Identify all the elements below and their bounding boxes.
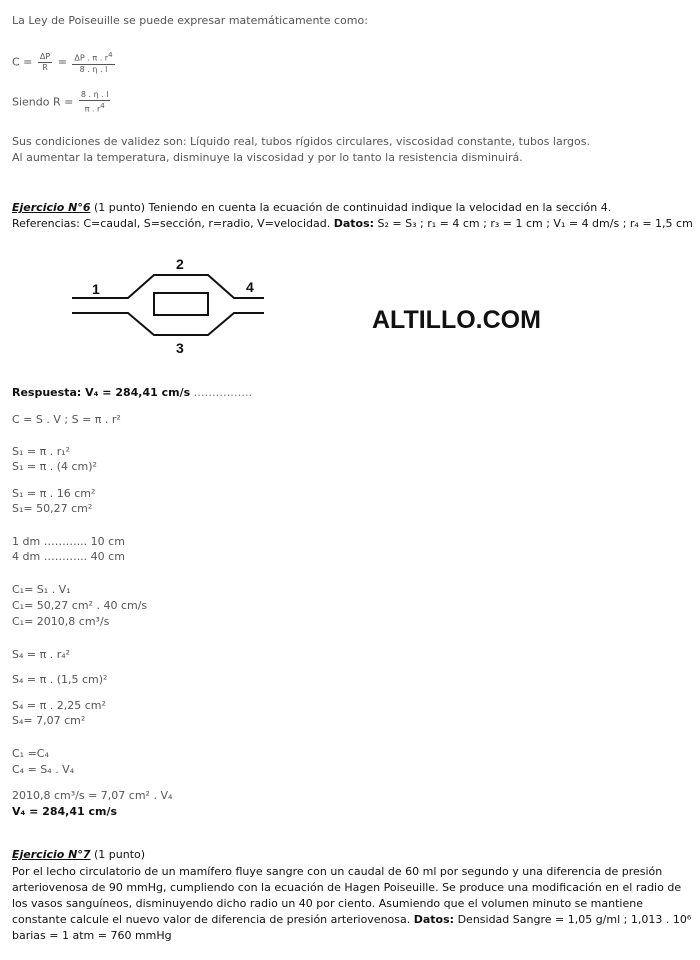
formula-c-equals: =: [57, 55, 67, 69]
datos-label: Datos:: [333, 217, 375, 230]
exercise-6-statement: (1 punto) Teniendo en cuenta la ecuación de continuidad indique la velocidad en la sección 4.: [90, 201, 612, 214]
r-den-exp: 4: [100, 102, 105, 110]
frac1-denominator: R: [42, 62, 48, 72]
tube-diagram: [60, 250, 270, 360]
r-numerator: 8 . η . l: [80, 90, 109, 99]
answer-label: Respuesta:: [12, 386, 82, 399]
step-line: C₁= S₁ . V₁: [12, 583, 71, 596]
exercise-7-title: Ejercicio N°7: [12, 848, 91, 861]
answer-dots: …………….: [190, 386, 253, 399]
step-line: C = S . V ; S = π . r²: [12, 413, 121, 426]
step-line: S₁ = π . 16 cm²: [12, 487, 96, 500]
exercise-7-datos-label: Datos:: [413, 913, 455, 926]
conditions-line-1: Sus condiciones de validez son: Líquido real, tubos rígidos circulares, viscosidad constante, tubos largos.: [12, 135, 590, 148]
frac2-num-exp: 4: [108, 51, 113, 59]
answer-value: V₄ = 284,41 cm/s: [81, 386, 191, 399]
step-line: S₄= 7,07 cm²: [12, 714, 86, 727]
step-line: 4 dm ………... 40 cm: [12, 550, 125, 563]
exercise-6-references: [12, 217, 693, 230]
frac2-numerator: [72, 50, 114, 65]
formula-caudal: [12, 50, 117, 75]
formula-c-lhs: C =: [12, 55, 33, 69]
r-denominator: [79, 101, 111, 115]
altillo-watermark: ALTILLO.COM: [372, 306, 541, 334]
section-label-3: 3: [176, 340, 184, 356]
section-label-2: 2: [176, 256, 184, 272]
tube-bottom-wall: [72, 313, 264, 335]
tube-top-wall: [72, 275, 264, 298]
exercise-7-body: [12, 864, 692, 944]
step-line: C₁= 2010,8 cm³/s: [12, 615, 110, 628]
frac2-num-text: ΔP . π . r: [74, 53, 109, 63]
exercise-7-statement: Por el lecho circulatorio de un mamífero fluye sangre con un caudal de 60 ml por segundo y una diferencia de presión arteriovenosa de 90 mmHg, cumpliendo con la ecuación de Hagen Poiseuille. Se produce una modificación en el radio de los vasos sanguíneos, disminuyendo dicho radio un 40 por ciento. Asumiendo que el volumen minuto se mantiene constante calcule el nuevo valor de diferencia de presión arteriovenosa.: [12, 865, 682, 926]
step-result: V₄ = 284,41 cm/s: [12, 805, 118, 818]
exercise-6-heading: [12, 201, 611, 214]
step-line: C₄ = S₄ . V₄: [12, 763, 75, 776]
intro-text: La Ley de Poiseuille se puede expresar matemáticamente como:: [12, 14, 368, 27]
fraction-resistance: [79, 90, 111, 115]
frac1-numerator: ΔP: [39, 51, 51, 61]
fraction-poiseuille: [72, 50, 114, 75]
fraction-dp-r: [38, 52, 52, 73]
step-line: 1 dm ………... 10 cm: [12, 535, 125, 548]
answer-line: [12, 386, 252, 399]
step-line: S₁= 50,27 cm²: [12, 502, 93, 515]
step-line: S₁ = π . r₁²: [12, 445, 71, 458]
exercise-6-title: Ejercicio N°6: [12, 201, 91, 214]
exercise-7-points: (1 punto): [90, 848, 146, 861]
step-line: C₁= 50,27 cm² . 40 cm/s: [12, 599, 148, 612]
section-label-1: 1: [92, 281, 100, 297]
step-line: S₄ = π . 2,25 cm²: [12, 699, 106, 712]
frac2-denominator: 8 . η . l: [79, 64, 108, 74]
r-den-text: π . r: [84, 104, 101, 114]
datos-values: S₂ = S₃ ; r₁ = 4 cm ; r₃ = 1 cm ; V₁ = 4 dm/s ; r₄ = 1,5 cm: [374, 217, 693, 230]
step-line: 2010,8 cm³/s = 7,07 cm² . V₄: [12, 789, 173, 802]
formula-r-lhs: Siendo R =: [12, 95, 74, 109]
step-line: S₄ = π . (1,5 cm)²: [12, 673, 108, 686]
conditions-line-2: Al aumentar la temperatura, disminuye la viscosidad y por lo tanto la resistencia disminuirá.: [12, 151, 523, 164]
section-label-4: 4: [246, 279, 254, 295]
step-line: S₁ = π . (4 cm)²: [12, 460, 97, 473]
references-text: Referencias: C=caudal, S=sección, r=radio, V=velocidad.: [12, 217, 334, 230]
exercise-7-heading: [12, 848, 145, 861]
step-line: S₄ = π . r₄²: [12, 648, 71, 661]
exercise-7-datos: Densidad Sangre = 1,05 g/ml ; 1,013 . 10⁶ barias = 1 atm = 760 mmHg: [12, 913, 692, 942]
formula-resistance: [12, 90, 112, 115]
tube-inner-obstacle: [154, 293, 208, 315]
step-line: C₁ =C₄: [12, 747, 49, 760]
